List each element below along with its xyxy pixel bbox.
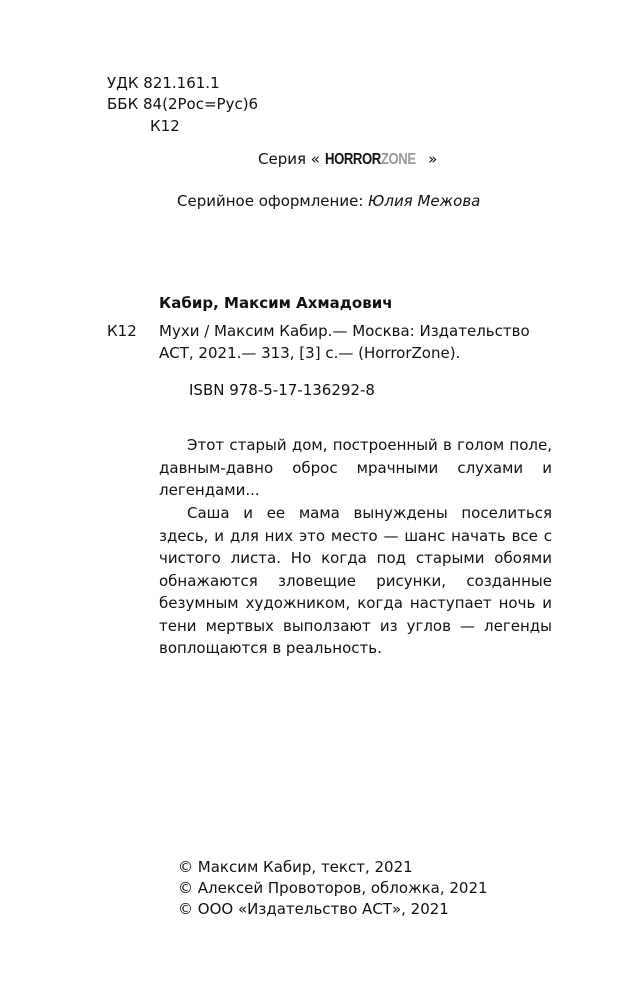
design-credit-name: Юлия Межова [368,192,481,210]
author-mark-top: К12 [150,117,180,135]
copyright-publisher: © ООО «Издательство АСТ», 2021 [178,900,449,918]
design-credit-label: Серийное оформление: [177,192,364,210]
logo-horror-text: HORROR [324,151,381,168]
bbk-code: ББК 84(2Рос=Рус)6 [107,95,259,113]
catalog-author-mark: К12 [107,322,137,340]
isbn: ISBN 978-5-17-136292-8 [189,381,375,399]
horrorzone-logo [325,151,416,169]
annotation-paragraph-2: Саша и ее мама вынуждены поселиться здесь, и для них это место — шанс начать все с чистого листа. Но когда под старыми обоями обнажаются зловещие рисунки, созданные безумным художником, когда наступает ночь и тени мертвых выползают из углов — легенды воплощаются в реальность. [159,504,552,657]
catalog-line-1: Мухи / Максим Кабир.— Москва: Издательство [159,322,530,340]
udk-code: УДК 821.161.1 [107,74,220,92]
copyright-cover: © Алексей Провоторов, обложка, 2021 [178,879,488,897]
annotation-paragraph-1: Этот старый дом, построенный в голом поле, давным-давно оброс мрачными слухами и легендами... [159,436,552,499]
catalog-line-2: АСТ, 2021.— 313, [3] с.— (HorrorZone). [159,344,461,362]
copyright-author: © Максим Кабир, текст, 2021 [178,858,413,876]
series-prefix: Серия « [258,150,320,168]
series-suffix: » [428,150,438,168]
logo-zone-text: ZONE [380,151,416,168]
catalog-author: Кабир, Максим Ахмадович [159,294,393,312]
design-credit [177,192,480,210]
series-line [258,150,437,169]
